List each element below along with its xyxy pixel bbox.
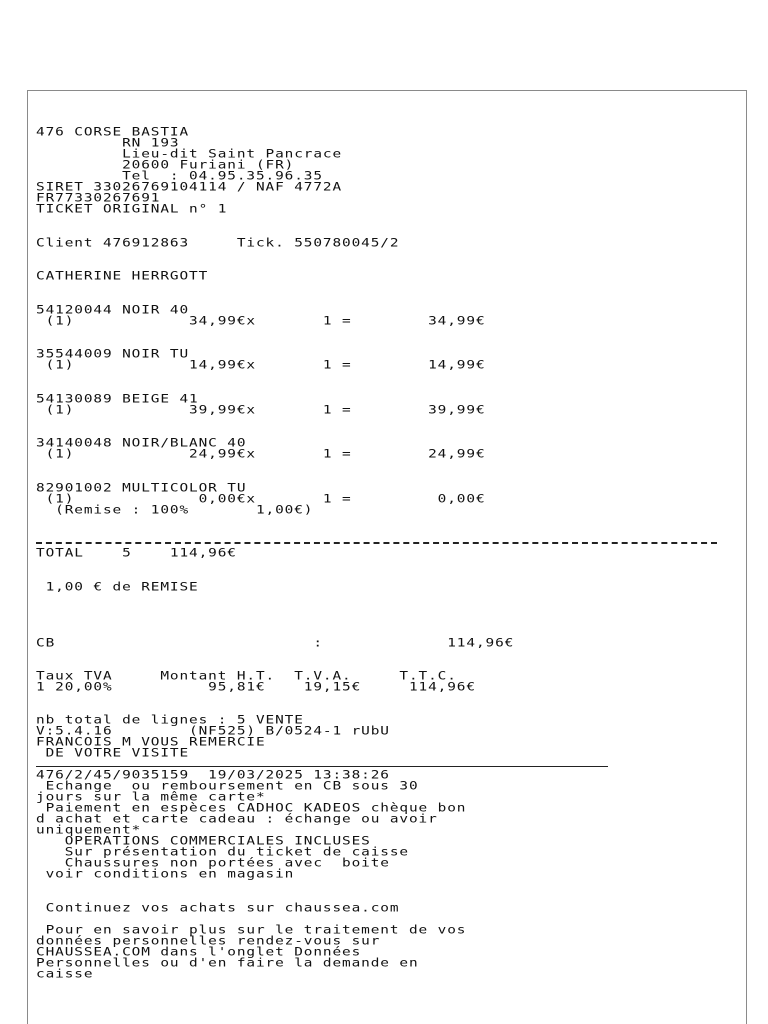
terms-line: Sur présentation du ticket de caisse: [36, 845, 409, 859]
privacy-line: CHAUSSEA.COM dans l'onglet Données: [36, 945, 362, 959]
terms-line: uniquement*: [36, 823, 142, 837]
payment-line: CB : 114,96€: [36, 636, 515, 650]
terms-line: d achat et carte cadeau : échange ou avoir: [36, 812, 438, 826]
dashed-separator: [36, 542, 717, 544]
total-line: TOTAL 5 114,96€: [36, 546, 237, 560]
vat-row: 1 20,00% 95,81€ 19,15€ 114,96€: [36, 680, 476, 694]
item-price-line: (1) 14,99€x 1 = 14,99€: [36, 358, 486, 372]
store-phone: Tel : 04.95.35.96.35: [122, 169, 323, 183]
item-discount-note: (Remise : 100% 1,00€): [36, 503, 314, 517]
privacy-line: Pour en savoir plus sur le traitement de vos: [36, 923, 467, 937]
store-address-road: RN 193: [122, 136, 180, 150]
siret-line: SIRET 33026769104114 / NAF 4772A: [36, 180, 343, 194]
website-line: Continuez vos achats sur chaussea.com: [36, 901, 400, 915]
terms-line: jours sur la même carte*: [36, 790, 266, 804]
store-address-city: 20600 Furiani (FR): [122, 158, 295, 172]
discount-line: 1,00 € de REMISE: [36, 580, 199, 594]
privacy-line: caisse: [36, 967, 94, 981]
client-ticket-line: Client 476912863 Tick. 550780045/2: [36, 236, 400, 250]
store-name: 476 CORSE BASTIA: [36, 125, 190, 139]
terms-line: Paiement en espèces CADHOC KADEOS chèque bon: [36, 801, 467, 815]
store-address-place: Lieu-dit Saint Pancrace: [122, 147, 343, 161]
terms-line: Echange ou remboursement en CB sous 30: [36, 779, 419, 793]
item-price-line: (1) 34,99€x 1 = 34,99€: [36, 314, 486, 328]
ticket-type: TICKET ORIGINAL n° 1: [36, 202, 228, 216]
separator-rule: [36, 766, 608, 767]
line-count: nb total de lignes : 5 VENTE: [36, 713, 304, 727]
item-price-line: (1) 0,00€x 1 = 0,00€: [36, 492, 486, 506]
terms-line: OPERATIONS COMMERCIALES INCLUSES: [36, 834, 371, 848]
item-description: 54120044 NOIR 40: [36, 303, 190, 317]
privacy-line: données personnelles rendez-vous sur: [36, 934, 381, 948]
client-name: CATHERINE HERRGOTT: [36, 269, 209, 283]
terms-line: Chaussures non portées avec boite: [36, 856, 390, 870]
item-description: 34140048 NOIR/BLANC 40: [36, 436, 247, 450]
thanks-message: DE VOTRE VISITE: [36, 746, 190, 760]
privacy-line: Personnelles ou d'en faire la demande en: [36, 956, 419, 970]
thanks-message: FRANCOIS M VOUS REMERCIE: [36, 735, 266, 749]
vat-number: FR77330267691: [36, 191, 161, 205]
terms-line: voir conditions en magasin: [36, 867, 295, 881]
software-version: V:5.4.16 (NF525) B/0524-1 rUbU: [36, 724, 390, 738]
item-price-line: (1) 39,99€x 1 = 39,99€: [36, 403, 486, 417]
item-description: 82901002 MULTICOLOR TU: [36, 481, 247, 495]
item-price-line: (1) 24,99€x 1 = 24,99€: [36, 447, 486, 461]
item-description: 35544009 NOIR TU: [36, 347, 190, 361]
item-description: 54130089 BEIGE 41: [36, 392, 199, 406]
transaction-line: 476/2/45/9035159 19/03/2025 13:38:26: [36, 768, 390, 782]
vat-header: Taux TVA Montant H.T. T.V.A. T.T.C.: [36, 669, 457, 683]
